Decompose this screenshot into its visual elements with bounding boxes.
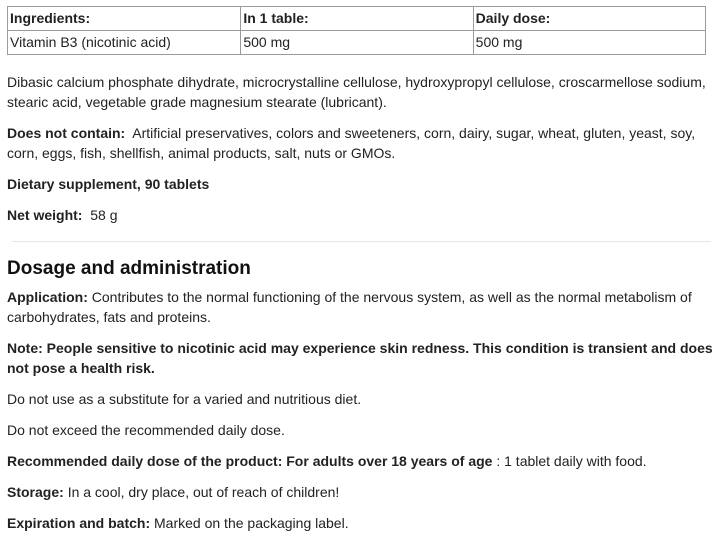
net-weight-label: Net weight: bbox=[7, 207, 83, 223]
exceed-text: Do not exceed the recommended daily dose. bbox=[7, 422, 285, 438]
table-row bbox=[8, 31, 706, 55]
header-in-one-tablet: In 1 table: bbox=[241, 7, 473, 31]
recommended-dose-text: : 1 tablet daily with food. bbox=[496, 453, 647, 469]
header-ingredients: Ingredients: bbox=[8, 7, 241, 31]
storage-text: In a cool, dry place, out of reach of children! bbox=[67, 484, 340, 500]
application-text: Contributes to the normal functioning of the nervous system, as well as the normal metabolism of carbohydrates, fats and proteins. bbox=[7, 289, 692, 325]
recommended-dose-paragraph bbox=[7, 451, 716, 471]
expiration-paragraph bbox=[7, 513, 716, 533]
section-divider bbox=[12, 241, 711, 242]
cell-amount-daily: 500 mg bbox=[473, 31, 705, 55]
cell-amount-per-tablet: 500 mg bbox=[241, 31, 473, 55]
net-weight-value: 58 g bbox=[90, 207, 118, 223]
note-text: Note: People sensitive to nicotinic acid may experience skin redness. This condition is transient and does not pose a health risk. bbox=[7, 340, 713, 376]
storage-label: Storage: bbox=[7, 484, 64, 500]
expiration-label: Expiration and batch: bbox=[7, 515, 151, 531]
does-not-contain-label: Does not contain: bbox=[7, 125, 126, 141]
application-label: Application: bbox=[7, 289, 88, 305]
substitute-text: Do not use as a substitute for a varied and nutritious diet. bbox=[7, 391, 362, 407]
net-weight-paragraph bbox=[7, 205, 716, 225]
application-paragraph bbox=[7, 287, 716, 327]
storage-paragraph bbox=[7, 482, 716, 502]
does-not-contain-paragraph bbox=[7, 123, 716, 163]
ingredients-table bbox=[7, 6, 706, 55]
supplement-line: Dietary supplement, 90 tablets bbox=[7, 176, 210, 192]
header-daily-dose: Daily dose: bbox=[473, 7, 705, 31]
recommended-dose-label: Recommended daily dose of the product: For adults over 18 years of age bbox=[7, 453, 493, 469]
does-not-contain-text: Artificial preservatives, colors and sweeteners, corn, dairy, sugar, wheat, gluten, yeast, soy, corn, eggs, fish, shellfish, animal products, salt, nuts or GMOs. bbox=[7, 125, 696, 161]
expiration-text: Marked on the packaging label. bbox=[154, 515, 349, 531]
dosage-heading: Dosage and administration bbox=[7, 258, 251, 279]
table-header-row bbox=[8, 7, 706, 31]
excipients-text: Dibasic calcium phosphate dihydrate, microcrystalline cellulose, hydroxypropyl cellulose, croscarmellose sodium, stearic acid, vegetable grade magnesium stearate (lubricant). bbox=[7, 74, 706, 110]
cell-ingredient-name: Vitamin B3 (nicotinic acid) bbox=[8, 31, 241, 55]
note-paragraph bbox=[7, 338, 716, 378]
supplement-paragraph bbox=[7, 174, 716, 194]
